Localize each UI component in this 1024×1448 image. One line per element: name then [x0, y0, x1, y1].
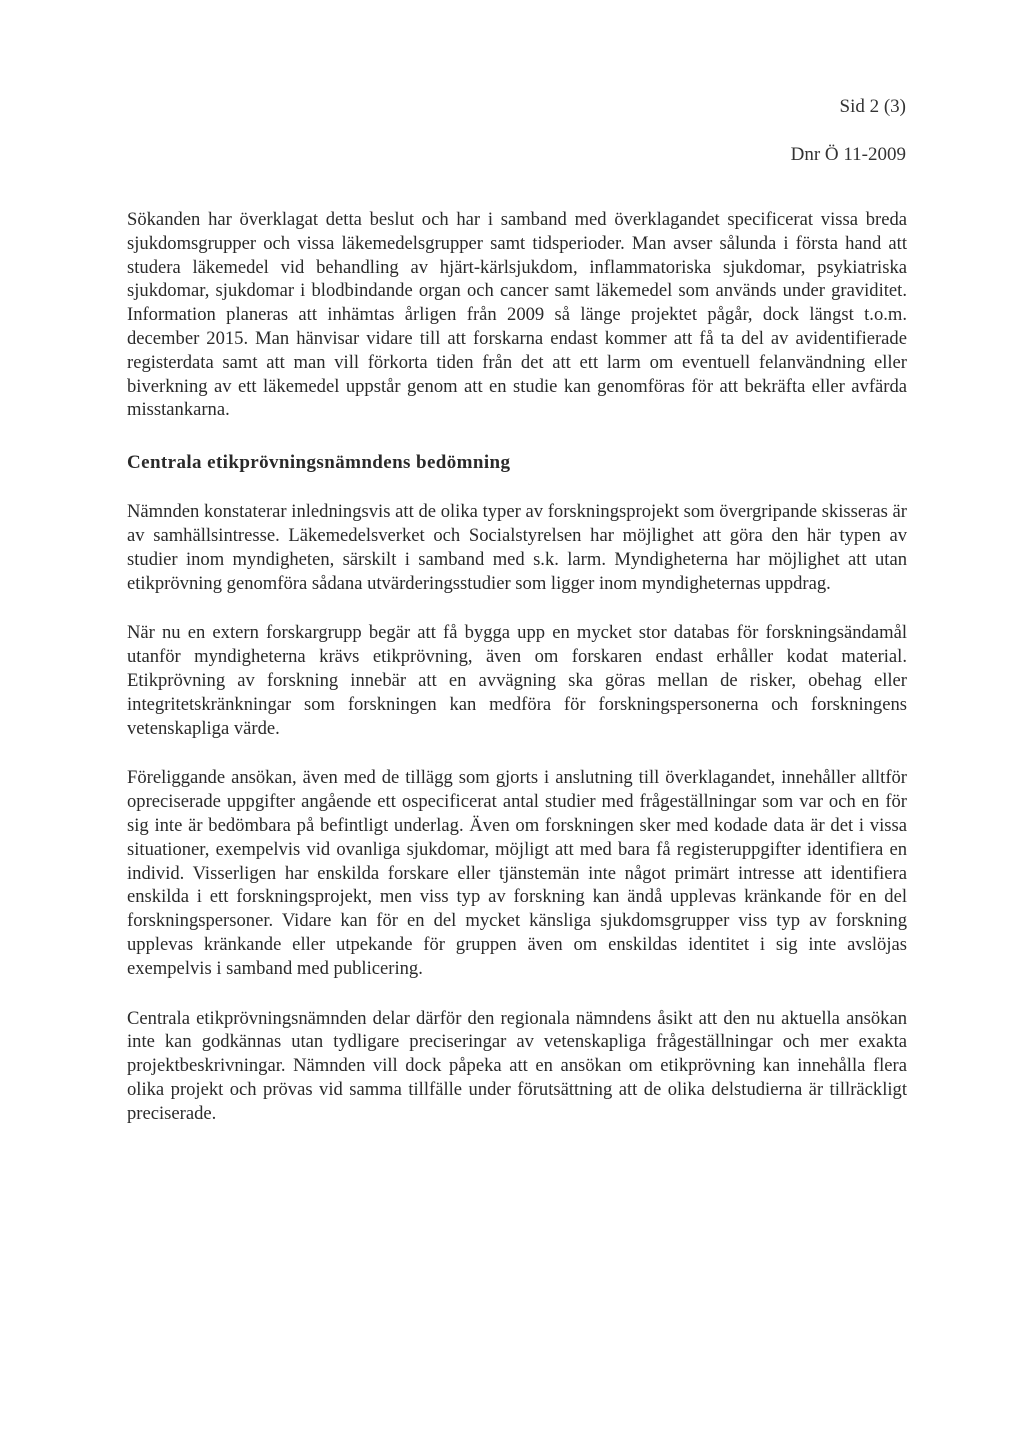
paragraph-application-review: Föreliggande ansökan, även med de tillägg som gjorts i anslutning till överklagandet, innehåller alltför opreciserade uppgifter angående ett ospecificerat antal studier med frågeställningar som var och en för sig inte är bedömbara på befintligt underlag. Även om forskningen sker med kodade data är det i vissa situationer, exempelvis vid ovanliga sjukdomar, möjligt att med bara få registeruppgifter identifiera en individ. Visserligen har enskilda forskare eller tjänstemän inte något primärt intresse att identifiera enskilda i ett forskningsprojekt, men viss typ av forskning kan ändå upplevas kränkande för en del forskningspersoner. Vidare kan för en del mycket känsliga sjukdomsgrupper viss typ av forskning upplevas kränkande eller utpekande för gruppen även om enskildas identitet i sig inte avslöjas exempelvis i samband med publicering. [127, 767, 907, 979]
document-body [127, 208, 907, 1152]
paragraph-assessment-intro: Nämnden konstaterar inledningsvis att de olika typer av forskningsprojekt som övergripande skisseras är av samhällsintresse. Läkemedelsverket och Socialstyrelsen har möjlighet att göra den här typen av studier inom myndigheten, särskilt i samband med s.k. larm. Myndigheterna har möjlighet att utan etikprövning genomföra sådana utvärderingsstudier som ligger inom myndigheternas uppdrag. [127, 501, 907, 594]
case-number: Dnr Ö 11-2009 [790, 144, 906, 165]
page-number: Sid 2 (3) [839, 96, 906, 117]
section-heading: Centrala etikprövningsnämndens bedömning [127, 452, 511, 474]
paragraph-external-research: När nu en extern forskargrupp begär att få bygga upp en mycket stor databas för forskningsändamål utanför myndigheterna krävs etikprövning, även om forskaren endast erhåller kodat material. Etikprövning av forskning innebär att en avvägning ska göras mellan de risker, obehag eller integritetskränkningar som forskningen kan medföra för forskningspersonerna och forskningens vetenskapliga värde. [127, 622, 907, 739]
paragraph-appeal: Sökanden har överklagat detta beslut och har i samband med överklagandet specificerat vissa breda sjukdomsgrupper och vissa läkemedelsgrupper samt tidsperioder. Man avser sålunda i första hand att studera läkemedel vid behandling av hjärt-kärlsjukdom, inflammatoriska sjukdomar, psykiatriska sjukdomar, sjukdomar i blodbindande organ och cancer samt läkemedel som används under graviditet. Information planeras att inhämtas årligen från 2009 så länge projektet pågår, dock längst t.o.m. december 2015. Man hänvisar vidare till att forskarna endast kommer att få ta del av avidentifierade registerdata samt att man vill förkorta tiden från det att ett larm om eventuell felanvändning eller biverkning av ett läkemedel uppstår genom att en studie kan genomföras för att bekräfta eller avfärda misstankarna. [127, 209, 907, 421]
paragraph-conclusion: Centrala etikprövningsnämnden delar därför den regionala nämndens åsikt att den nu aktuella ansökan inte kan godkännas utan tydligare preciseringar av vetenskapliga frågeställningar och mer exakta projektbeskrivningar. Nämnden vill dock påpeka att en ansökan om etikprövning kan innehålla flera olika projekt och prövas vid samma tillfälle under förutsättning att de olika delstudierna är tillräckligt preciserade. [127, 1007, 907, 1124]
